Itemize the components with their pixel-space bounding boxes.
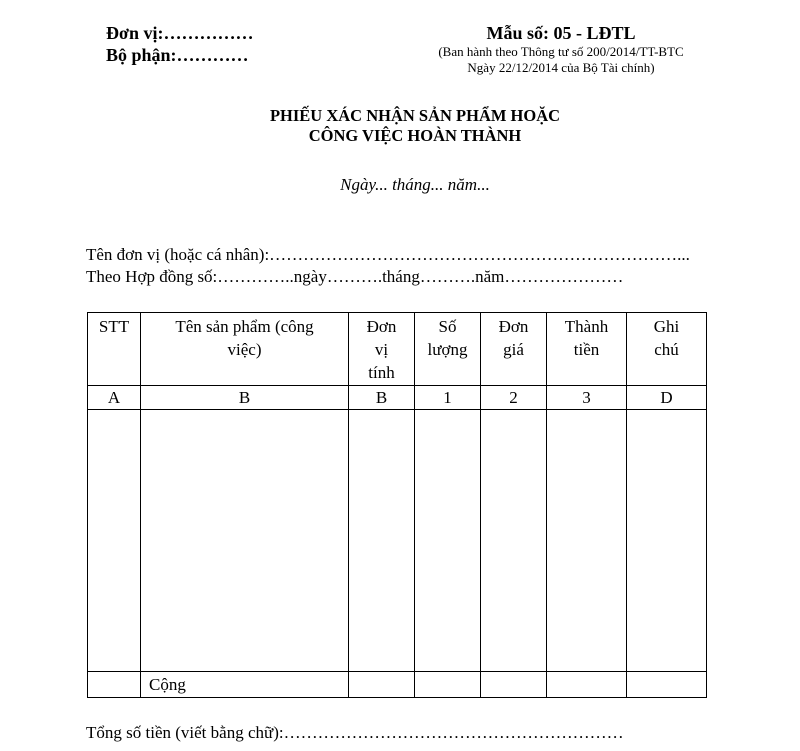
form-note-line1: (Ban hành theo Thông tư số 200/2014/TT-BTC <box>438 44 684 59</box>
code-cell: B <box>141 386 349 410</box>
code-cell: 2 <box>481 386 547 410</box>
total-row <box>88 672 707 698</box>
form-note-line2: Ngày 22/12/2014 của Bộ Tài chính) <box>467 60 655 75</box>
header-stt: STT <box>88 313 141 386</box>
unit-name-field: Tên đơn vị (hoặc cá nhân):………………………………………………………………... <box>86 245 690 264</box>
org-info <box>106 22 253 66</box>
header-notes: Ghi chú <box>627 313 707 386</box>
header-product-name: Tên sản phẩm (công việc) <box>141 313 349 386</box>
table-cell <box>88 672 141 698</box>
table-cell <box>481 410 547 672</box>
table-cell <box>349 410 415 672</box>
form-reference <box>400 22 722 76</box>
total-in-words-field: Tổng số tiền (viết bằng chữ):…………………………………………………… <box>86 723 624 742</box>
code-cell: D <box>627 386 707 410</box>
header-quantity: Số lượng <box>415 313 481 386</box>
table-cell <box>547 672 627 698</box>
table-cell <box>141 410 349 672</box>
code-cell: 3 <box>547 386 627 410</box>
table-header-row <box>88 313 707 386</box>
header-unit: Đơn vị tính <box>349 313 415 386</box>
code-cell: A <box>88 386 141 410</box>
code-cell: B <box>349 386 415 410</box>
product-table <box>87 312 707 698</box>
table-cell <box>88 410 141 672</box>
table-cell <box>349 672 415 698</box>
title-line2: CÔNG VIỆC HOÀN THÀNH <box>308 126 522 145</box>
table-cell <box>627 672 707 698</box>
table-cell <box>481 672 547 698</box>
contract-field: Theo Hợp đồng số:…………..ngày……….tháng……….năm………………… <box>86 267 624 286</box>
table-body-row <box>88 410 707 672</box>
department-field: Bộ phận:………… <box>106 45 249 65</box>
column-code-row <box>88 386 707 410</box>
table-cell <box>415 410 481 672</box>
document-title <box>0 106 800 146</box>
header-unit-price: Đơn giá <box>481 313 547 386</box>
table-cell <box>547 410 627 672</box>
title-line1: PHIẾU XÁC NHẬN SẢN PHẨM HOẶC <box>269 106 561 125</box>
table-cell <box>627 410 707 672</box>
total-label: Cộng <box>141 672 349 698</box>
form-code: Mẫu số: 05 - LĐTL <box>486 23 636 43</box>
code-cell: 1 <box>415 386 481 410</box>
table-cell <box>415 672 481 698</box>
header-amount: Thành tiền <box>547 313 627 386</box>
unit-field: Đơn vị:…………… <box>106 23 254 43</box>
date-line: Ngày... tháng... năm... <box>340 175 490 194</box>
